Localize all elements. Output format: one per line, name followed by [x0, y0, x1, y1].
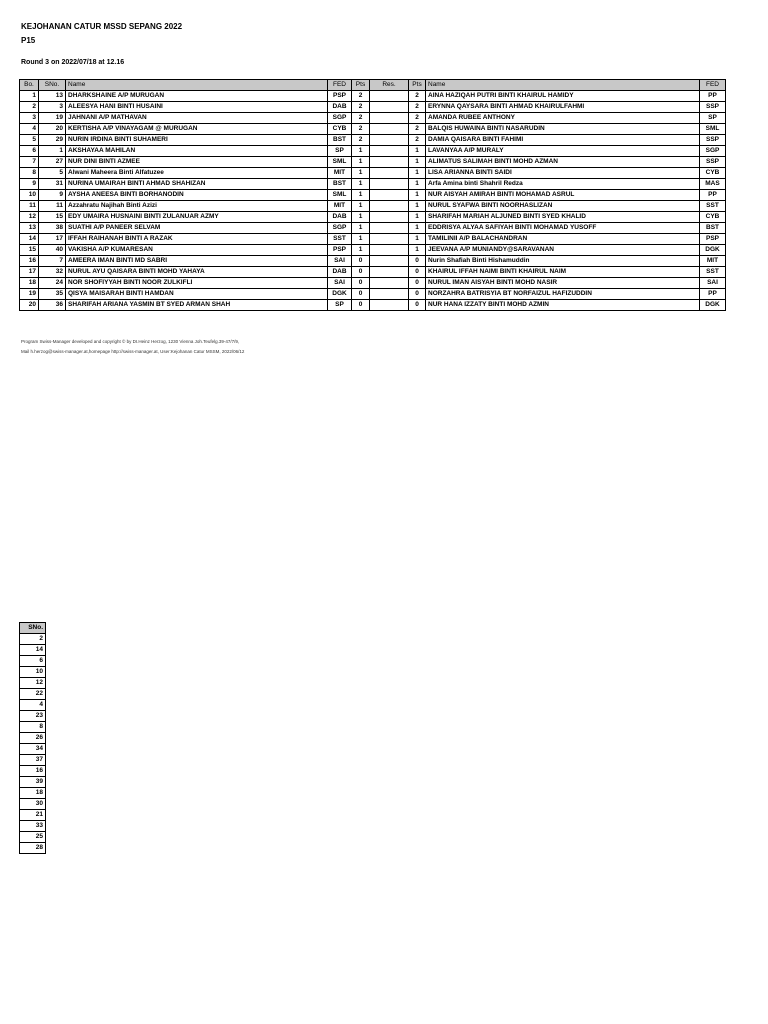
black-name: BALQIS HUWAINA BINTI NASARUDIN — [426, 124, 700, 135]
black-pts: 1 — [409, 157, 426, 168]
sno-value: 25 — [20, 832, 46, 843]
white-fed: SML — [328, 190, 352, 201]
board-number: 12 — [20, 212, 39, 223]
list-item — [20, 744, 46, 755]
list-item — [20, 777, 46, 788]
col-fed-white: FED — [328, 80, 352, 91]
sno-value: 33 — [20, 821, 46, 832]
black-name: AMANDA RUBEE ANTHONY — [426, 113, 700, 124]
list-item — [20, 678, 46, 689]
list-item — [20, 645, 46, 656]
result-cell — [370, 135, 409, 146]
sno-value: 39 — [20, 777, 46, 788]
white-fed: DAB — [328, 102, 352, 113]
black-fed: CYB — [700, 168, 726, 179]
black-pts: 2 — [409, 91, 426, 102]
white-name: EDY UMAIRA HUSNAINI BINTI ZULANUAR AZMY — [66, 212, 328, 223]
list-item — [20, 755, 46, 766]
result-cell — [370, 113, 409, 124]
board-number: 14 — [20, 234, 39, 245]
black-name: KHAIRUL IFFAH NAIMI BINTI KHAIRUL NAIM — [426, 267, 700, 278]
white-sno: 35 — [39, 289, 66, 300]
sno-header: SNo. — [20, 623, 46, 634]
black-pts: 1 — [409, 234, 426, 245]
col-pts-white: Pts — [352, 80, 370, 91]
board-number: 3 — [20, 113, 39, 124]
board-number: 17 — [20, 267, 39, 278]
white-fed: SGP — [328, 223, 352, 234]
white-sno: 13 — [39, 91, 66, 102]
result-cell — [370, 157, 409, 168]
black-pts: 1 — [409, 245, 426, 256]
table-row — [20, 102, 726, 113]
white-name: AKSHAYAA MAHILAN — [66, 146, 328, 157]
result-cell — [370, 223, 409, 234]
black-pts: 1 — [409, 201, 426, 212]
black-name: ERYNNA QAYSARA BINTI AHMAD KHAIRULFAHMI — [426, 102, 700, 113]
white-sno: 24 — [39, 278, 66, 289]
white-name: Azzahratu Najihah Binti Azizi — [66, 201, 328, 212]
table-row — [20, 201, 726, 212]
white-sno: 38 — [39, 223, 66, 234]
black-name: NURUL SYAFWA BINTI NOORHASLIZAN — [426, 201, 700, 212]
black-fed: SAI — [700, 278, 726, 289]
black-fed: SST — [700, 201, 726, 212]
board-number: 7 — [20, 157, 39, 168]
list-item — [20, 667, 46, 678]
white-name: JAHNANI A/P MATHAVAN — [66, 113, 328, 124]
white-sno: 36 — [39, 300, 66, 311]
white-pts: 0 — [352, 256, 370, 267]
white-sno: 27 — [39, 157, 66, 168]
result-cell — [370, 91, 409, 102]
black-pts: 2 — [409, 102, 426, 113]
black-fed: DGK — [700, 245, 726, 256]
white-fed: DAB — [328, 212, 352, 223]
white-fed: SML — [328, 157, 352, 168]
list-item — [20, 788, 46, 799]
white-fed: PSP — [328, 245, 352, 256]
black-fed: CYB — [700, 212, 726, 223]
list-item — [20, 722, 46, 733]
result-cell — [370, 289, 409, 300]
sno-header-row — [20, 623, 46, 634]
col-name-black: Name — [426, 80, 700, 91]
white-sno: 1 — [39, 146, 66, 157]
table-row — [20, 124, 726, 135]
result-cell — [370, 179, 409, 190]
black-fed: SSP — [700, 102, 726, 113]
sno-value: 2 — [20, 634, 46, 645]
black-pts: 2 — [409, 135, 426, 146]
white-fed: DGK — [328, 289, 352, 300]
sno-value: 21 — [20, 810, 46, 821]
sno-value: 30 — [20, 799, 46, 810]
sno-value: 28 — [20, 843, 46, 854]
black-fed: BST — [700, 223, 726, 234]
black-name: Nurin Shafiah Binti Hishamuddin — [426, 256, 700, 267]
table-row — [20, 234, 726, 245]
white-name: Alwani Maheera Binti Alfatuzee — [66, 168, 328, 179]
black-name: EDDRISYA ALYAA SAFIYAH BINTI MOHAMAD YUSOFF — [426, 223, 700, 234]
list-item — [20, 843, 46, 854]
black-fed: PP — [700, 289, 726, 300]
sno-value: 37 — [20, 755, 46, 766]
sno-list-table — [19, 622, 46, 854]
list-item — [20, 799, 46, 810]
white-pts: 1 — [352, 212, 370, 223]
white-sno: 19 — [39, 113, 66, 124]
black-fed: SSP — [700, 135, 726, 146]
black-pts: 0 — [409, 278, 426, 289]
board-number: 11 — [20, 201, 39, 212]
table-header-row — [20, 80, 726, 91]
round-info: Round 3 on 2022/07/18 at 12.16 — [21, 59, 125, 66]
white-pts: 1 — [352, 201, 370, 212]
table-row — [20, 256, 726, 267]
result-cell — [370, 146, 409, 157]
list-item — [20, 634, 46, 645]
sno-value: 23 — [20, 711, 46, 722]
list-item — [20, 821, 46, 832]
white-fed: BST — [328, 179, 352, 190]
white-pts: 0 — [352, 289, 370, 300]
black-name: NUR AISYAH AMIRAH BINTI MOHAMAD ASRUL — [426, 190, 700, 201]
sno-value: 34 — [20, 744, 46, 755]
board-number: 8 — [20, 168, 39, 179]
white-name: NURUL AYU QAISARA BINTI MOHD YAHAYA — [66, 267, 328, 278]
black-pts: 1 — [409, 223, 426, 234]
white-pts: 1 — [352, 157, 370, 168]
black-name: ALIMATUS SALIMAH BINTI MOHD AZMAN — [426, 157, 700, 168]
table-row — [20, 267, 726, 278]
sno-value: 6 — [20, 656, 46, 667]
sno-value: 22 — [20, 689, 46, 700]
board-number: 20 — [20, 300, 39, 311]
black-fed: SST — [700, 267, 726, 278]
sno-value: 10 — [20, 667, 46, 678]
black-fed: SP — [700, 113, 726, 124]
black-pts: 2 — [409, 113, 426, 124]
white-fed: PSP — [328, 91, 352, 102]
white-name: ALEESYA HANI BINTI HUSAINI — [66, 102, 328, 113]
table-row — [20, 245, 726, 256]
table-row — [20, 146, 726, 157]
white-sno: 9 — [39, 190, 66, 201]
white-pts: 2 — [352, 91, 370, 102]
black-name: TAMILINII A/P BALACHANDRAN — [426, 234, 700, 245]
col-sno: SNo. — [39, 80, 66, 91]
white-pts: 1 — [352, 146, 370, 157]
black-fed: SSP — [700, 157, 726, 168]
category-label: P15 — [21, 36, 36, 45]
board-number: 1 — [20, 91, 39, 102]
col-name-white: Name — [66, 80, 328, 91]
white-name: QISYA MAISARAH BINTI HAMDAN — [66, 289, 328, 300]
table-row — [20, 190, 726, 201]
white-sno: 15 — [39, 212, 66, 223]
result-cell — [370, 201, 409, 212]
white-fed: SAI — [328, 278, 352, 289]
list-item — [20, 711, 46, 722]
black-fed: SGP — [700, 146, 726, 157]
result-cell — [370, 256, 409, 267]
board-number: 2 — [20, 102, 39, 113]
board-number: 19 — [20, 289, 39, 300]
board-number: 6 — [20, 146, 39, 157]
black-pts: 1 — [409, 168, 426, 179]
table-row — [20, 179, 726, 190]
black-pts: 1 — [409, 179, 426, 190]
board-number: 15 — [20, 245, 39, 256]
white-sno: 5 — [39, 168, 66, 179]
white-fed: SP — [328, 300, 352, 311]
list-item — [20, 733, 46, 744]
sno-value: 26 — [20, 733, 46, 744]
black-pts: 0 — [409, 267, 426, 278]
white-pts: 1 — [352, 234, 370, 245]
table-row — [20, 168, 726, 179]
white-pts: 1 — [352, 168, 370, 179]
table-row — [20, 157, 726, 168]
white-pts: 2 — [352, 124, 370, 135]
white-name: AYSHA ANEESA BINTI BORHANODIN — [66, 190, 328, 201]
black-fed: SML — [700, 124, 726, 135]
result-cell — [370, 234, 409, 245]
col-fed-black: FED — [700, 80, 726, 91]
table-row — [20, 223, 726, 234]
col-result: Res. — [370, 80, 409, 91]
sno-value: 18 — [20, 788, 46, 799]
white-sno: 31 — [39, 179, 66, 190]
black-fed: PP — [700, 91, 726, 102]
black-fed: DGK — [700, 300, 726, 311]
result-cell — [370, 278, 409, 289]
list-item — [20, 700, 46, 711]
result-cell — [370, 245, 409, 256]
result-cell — [370, 124, 409, 135]
black-fed: PSP — [700, 234, 726, 245]
board-number: 18 — [20, 278, 39, 289]
white-name: VAKISHA A/P KUMARESAN — [66, 245, 328, 256]
white-pts: 0 — [352, 278, 370, 289]
white-pts: 0 — [352, 300, 370, 311]
table-row — [20, 113, 726, 124]
table-row — [20, 212, 726, 223]
sno-value: 12 — [20, 678, 46, 689]
white-name: SUATHI A/P PANEER SELVAM — [66, 223, 328, 234]
white-pts: 1 — [352, 190, 370, 201]
table-row — [20, 135, 726, 146]
white-name: NURIN IRDINA BINTI SUHAMERI — [66, 135, 328, 146]
black-name: JEEVANA A/P MUNIANDY@SARAVANAN — [426, 245, 700, 256]
black-name: AINA HAZIQAH PUTRI BINTI KHAIRUL HAMIDY — [426, 91, 700, 102]
table-row — [20, 91, 726, 102]
result-cell — [370, 190, 409, 201]
white-pts: 2 — [352, 113, 370, 124]
white-sno: 3 — [39, 102, 66, 113]
tournament-title: KEJOHANAN CATUR MSSD SEPANG 2022 — [21, 22, 183, 31]
list-item — [20, 810, 46, 821]
white-pts: 2 — [352, 102, 370, 113]
col-board: Bo. — [20, 80, 39, 91]
result-cell — [370, 212, 409, 223]
list-item — [20, 766, 46, 777]
white-pts: 1 — [352, 179, 370, 190]
white-name: SHARIFAH ARIANA YASMIN BT SYED ARMAN SHAH — [66, 300, 328, 311]
board-number: 13 — [20, 223, 39, 234]
white-name: NOR SHOFIYYAH BINTI NOOR ZULKIFLI — [66, 278, 328, 289]
black-pts: 1 — [409, 212, 426, 223]
white-fed: DAB — [328, 267, 352, 278]
result-cell — [370, 267, 409, 278]
black-name: LAVANYAA A/P MURALY — [426, 146, 700, 157]
white-name: KERTISHA A/P VINAYAGAM @ MURUGAN — [66, 124, 328, 135]
table-row — [20, 300, 726, 311]
footer-copyright: Program Swiss-Manager developed and copyright © by DI.Heinz Herzog, 1230 Vienna Joh.Teufelg.39-47/7/9, — [21, 339, 240, 344]
table-row — [20, 278, 726, 289]
white-sno: 11 — [39, 201, 66, 212]
black-pts: 0 — [409, 289, 426, 300]
black-pts: 0 — [409, 300, 426, 311]
white-sno: 32 — [39, 267, 66, 278]
sno-value: 4 — [20, 700, 46, 711]
white-sno: 20 — [39, 124, 66, 135]
board-number: 16 — [20, 256, 39, 267]
white-pts: 1 — [352, 245, 370, 256]
white-pts: 2 — [352, 135, 370, 146]
white-fed: SP — [328, 146, 352, 157]
black-name: NUR HANA IZZATY BINTI MOHD AZMIN — [426, 300, 700, 311]
white-sno: 17 — [39, 234, 66, 245]
black-name: DAMIA QAISARA BINTI FAHIMI — [426, 135, 700, 146]
list-item — [20, 656, 46, 667]
board-number: 9 — [20, 179, 39, 190]
board-number: 5 — [20, 135, 39, 146]
black-pts: 2 — [409, 124, 426, 135]
white-sno: 7 — [39, 256, 66, 267]
board-number: 10 — [20, 190, 39, 201]
black-name: LISA ARIANNA BINTI SAIDI — [426, 168, 700, 179]
white-fed: SAI — [328, 256, 352, 267]
white-fed: MIT — [328, 201, 352, 212]
white-name: NUR DINI BINTI AZMEE — [66, 157, 328, 168]
footer-contact: Mail h.herzog@swiss-manager.at,homepage http://swiss-manager.at, User:Kejohanan Catur MSSM, 2022/06/12 — [21, 349, 245, 354]
white-fed: MIT — [328, 168, 352, 179]
board-number: 4 — [20, 124, 39, 135]
black-fed: MIT — [700, 256, 726, 267]
white-name: AMEERA IMAN BINTI MD SABRI — [66, 256, 328, 267]
black-name: SHARIFAH MARIAH ALJUNED BINTI SYED KHALID — [426, 212, 700, 223]
black-pts: 0 — [409, 256, 426, 267]
white-pts: 0 — [352, 267, 370, 278]
col-pts-black: Pts — [409, 80, 426, 91]
white-sno: 40 — [39, 245, 66, 256]
white-fed: SST — [328, 234, 352, 245]
white-fed: BST — [328, 135, 352, 146]
sno-value: 14 — [20, 645, 46, 656]
result-cell — [370, 102, 409, 113]
white-pts: 1 — [352, 223, 370, 234]
white-fed: CYB — [328, 124, 352, 135]
list-item — [20, 689, 46, 700]
black-name: NORZAHRA BATRISYIA BT NORFAIZUL HAFIZUDDIN — [426, 289, 700, 300]
black-name: Arfa Amina binti Shahril Redza — [426, 179, 700, 190]
black-fed: PP — [700, 190, 726, 201]
white-name: DHARKSHAINE A/P MURUGAN — [66, 91, 328, 102]
black-pts: 1 — [409, 146, 426, 157]
white-fed: SGP — [328, 113, 352, 124]
result-cell — [370, 300, 409, 311]
white-name: IFFAH RAIHANAH BINTI A RAZAK — [66, 234, 328, 245]
table-row — [20, 289, 726, 300]
black-fed: MAS — [700, 179, 726, 190]
black-pts: 1 — [409, 190, 426, 201]
sno-value: 16 — [20, 766, 46, 777]
white-sno: 29 — [39, 135, 66, 146]
black-name: NURUL IMAN AISYAH BINTI MOHD NASIR — [426, 278, 700, 289]
white-name: NURINA UMAIRAH BINTI AHMAD SHAHIZAN — [66, 179, 328, 190]
list-item — [20, 832, 46, 843]
pairings-table — [19, 79, 726, 311]
sno-value: 8 — [20, 722, 46, 733]
result-cell — [370, 168, 409, 179]
